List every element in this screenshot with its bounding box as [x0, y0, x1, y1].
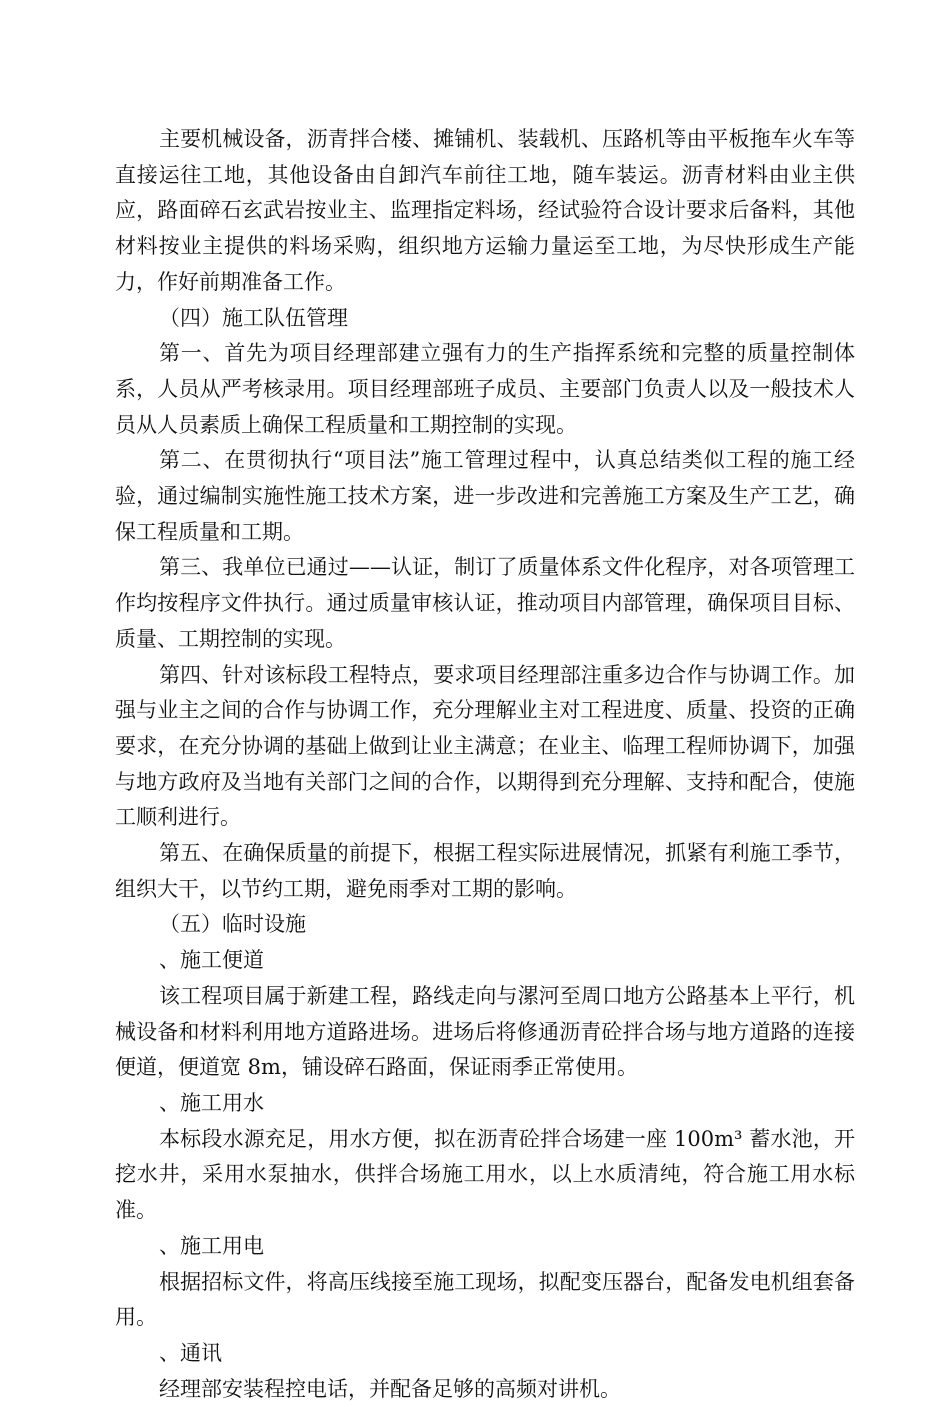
document-body: [115, 122, 855, 1407]
paragraph-access-road: 该工程项目属于新建工程，路线走向与漯河至周口地方公路基本上平行，机械设备和材料利用地方道路进场。进场后将修通沥青砼拌合场与地方道路的连接便道，便道宽 8m，铺设碎石路面，保证雨季正常使用。: [115, 983, 855, 1080]
subheading-access-road: 、施工便道: [159, 948, 264, 973]
paragraph-item-3: 第三、我单位已通过——认证，制订了质量体系文件化程序，对各项管理工作均按程序文件执行。通过质量审核认证，推动项目内部管理，确保项目目标、质量、工期控制的实现。: [115, 555, 855, 651]
subheading-communication: 、通讯: [159, 1340, 222, 1365]
paragraph-item-2: 第二、在贯彻执行“项目法”施工管理过程中，认真总结类似工程的施工经验，通过编制实施性施工技术方案，进一步改进和完善施工方案及生产工艺，确保工程质量和工期。: [115, 448, 855, 544]
paragraph-communication: 经理部安装程控电话，并配备足够的高频对讲机。: [159, 1376, 621, 1401]
subheading-power-supply: 、施工用电: [159, 1233, 264, 1258]
paragraph-item-1: 第一、首先为项目经理部建立强有力的生产指挥系统和完整的质量控制体系，人员从严考核录用。项目经理部班子成员、主要部门负责人以及一般技术人员从人员素质上确保工程质量和工期控制的实现。: [115, 341, 855, 437]
paragraph-water-supply: 本标段水源充足，用水方便，拟在沥青砼拌合场建一座 100m³ 蓄水池，开挖水井，采用水泵抽水，供拌合场施工用水，以上水质清纯，符合施工用水标准。: [115, 1126, 855, 1223]
subheading-water-supply: 、施工用水: [159, 1090, 264, 1115]
section-heading-team-management: （四）施工队伍管理: [159, 305, 348, 330]
paragraph-power-supply: 根据招标文件，将高压线接至施工现场，拟配变压器台，配备发电机组套备用。: [115, 1269, 855, 1330]
section-heading-temporary-facilities: （五）临时设施: [159, 912, 306, 937]
paragraph-item-4: 第四、针对该标段工程特点，要求项目经理部注重多边合作与协调工作。加强与业主之间的合作与协调工作，充分理解业主对工程进度、质量、投资的正确要求，在充分协调的基础上做到让业主满意；在业主、临理工程师协调下，加强与地方政府及当地有关部门之间的合作，以期得到充分理解、支持和配合，使施工顺利进行。: [115, 662, 855, 830]
paragraph-item-5: 第五、在确保质量的前提下，根据工程实际进展情况，抓紧有利施工季节，组织大干，以节约工期，避免雨季对工期的影响。: [115, 841, 855, 901]
paragraph-equipment-transport: 主要机械设备，沥青拌合楼、摊铺机、装载机、压路机等由平板拖车火车等直接运往工地，其他设备由自卸汽车前往工地，随车装运。沥青材料由业主供应，路面碎石玄武岩按业主、监理指定料场，经试验符合设计要求后备料，其他材料按业主提供的料场采购，组织地方运输力量运至工地，为尽快形成生产能力，作好前期准备工作。: [115, 127, 855, 294]
